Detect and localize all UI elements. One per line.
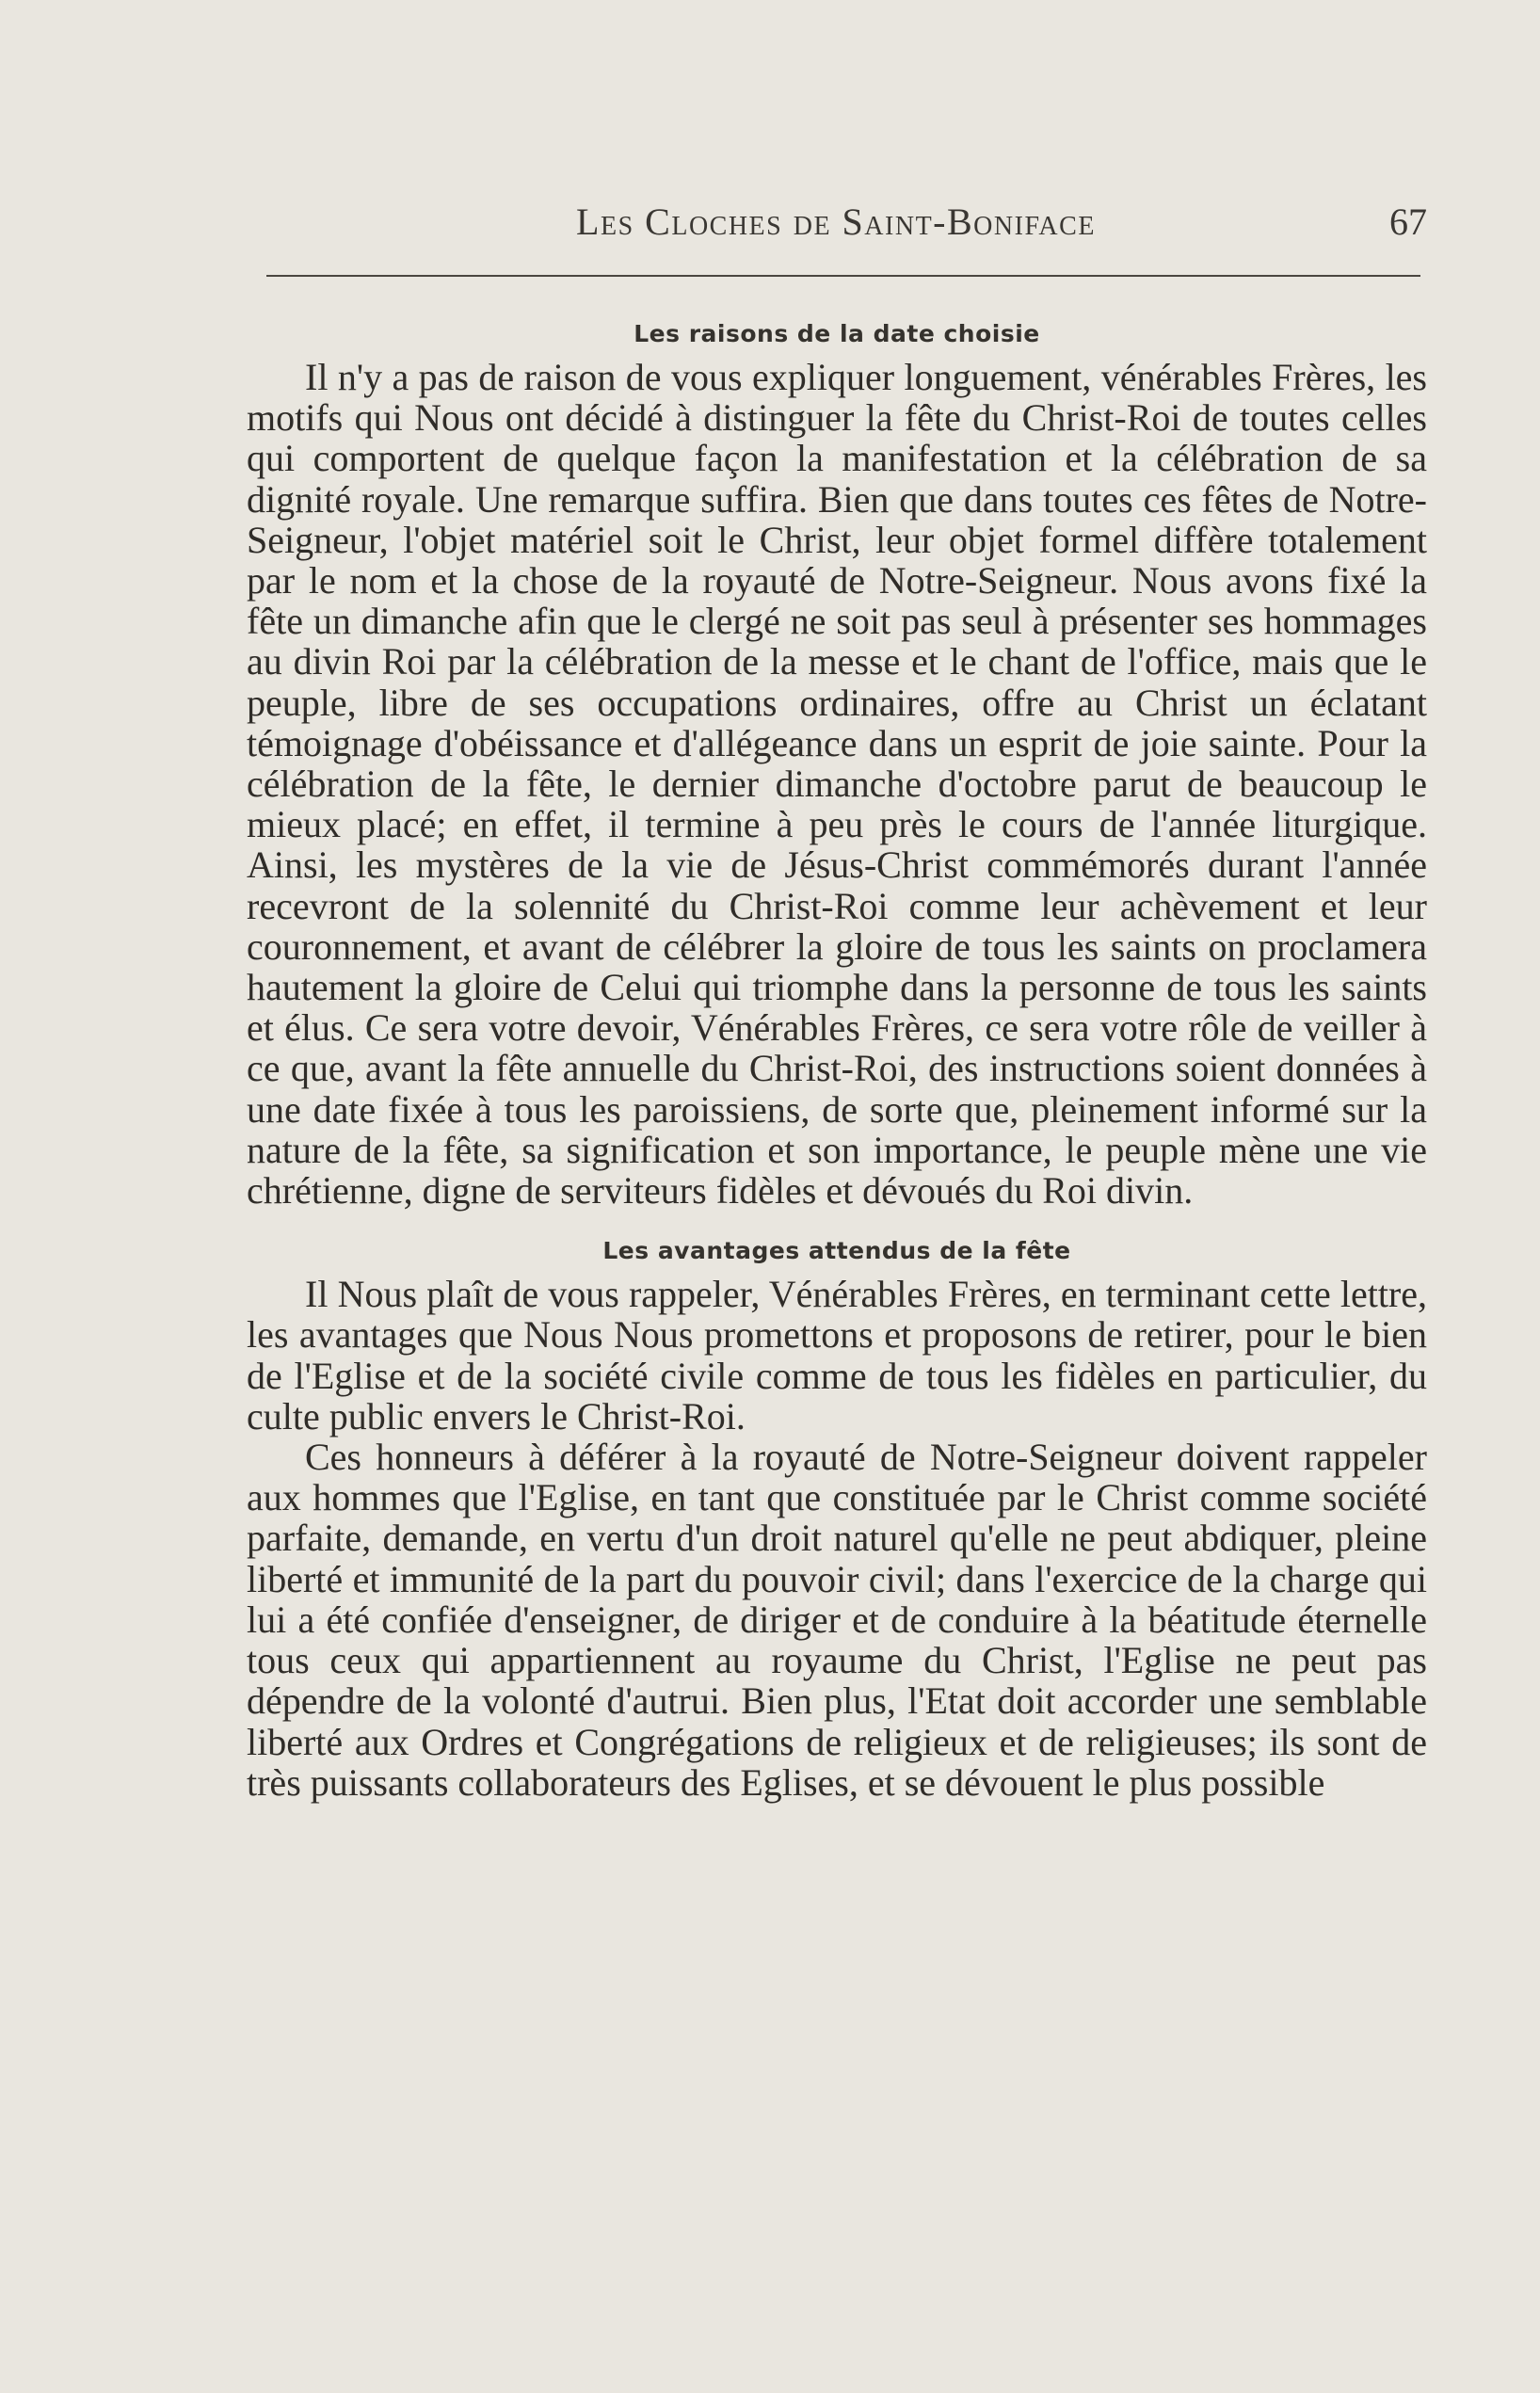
paragraph: Il Nous plaît de vous rappeler, Vénérables Frères, en terminant cette lettre, les avantages que Nous Nous promettons et proposons de retirer, pour le bien de l'Eglise et de la société civile comme de tous les fidèles en particulier, du culte public envers le Christ-Roi. <box>247 1273 1427 1437</box>
running-title: Les Cloches de Saint-Boniface <box>576 201 1096 243</box>
paragraph: Il n'y a pas de raison de vous expliquer longuement, vénérables Frères, les motifs qui Nous ont décidé à distinguer la fête du Christ-Roi de toutes celles qui comportent de quelque façon la manifestation et la célébration de sa dignité royale. Une remarque suffira. Bien que dans toutes ces fêtes de Notre-Seigneur, l'objet matériel soit le Christ, leur objet formel diffère totalement par le nom et la chose de la royauté de Notre-Seigneur. Nous avons fixé la fête un dimanche afin que le clergé ne soit pas seul à présenter ses hommages au divin Roi par la célébration de la messe et le chant de l'office, mais que le peuple, libre de ses occupations ordinaires, offre au Christ un éclatant témoignage d'obéissance et d'allégeance dans un esprit de joie sainte. Pour la célébration de la fête, le dernier dimanche d'octobre parut de beaucoup le mieux placé; en effet, il termine à peu près le cours de l'année liturgique. Ainsi, les mystères de la vie de Jésus-Christ commémorés durant l'année recevront de la solennité du Christ-Roi comme leur achèvement et leur couronnement, et avant de célébrer la gloire de tous les saints on proclamera hautement la gloire de Celui qui triomphe dans la personne de tous les saints et élus. Ce sera votre devoir, Vénérables Frères, ce sera votre rôle de veiller à ce que, avant la fête annuelle du Christ-Roi, des instructions soient données à une date fixée à tous les paroissiens, de sorte que, pleinement informé sur la nature de la fête, sa signification et son importance, le peuple mène une vie chrétienne, digne de serviteurs fidèles et dévoués du Roi divin. <box>247 356 1427 1213</box>
running-head <box>245 200 1427 256</box>
paragraph: Ces honneurs à déférer à la royauté de Notre-Seigneur doivent rappeler aux hommes que l'Eglise, en tant que constituée par le Christ comme société parfaite, demande, en vertu d'un droit naturel qu'elle ne peut abdiquer, pleine liberté et immunité de la part du pouvoir civil; dans l'exercice de la charge qui lui a été confiée d'enseigner, de diriger et de conduire à la béatitude éternelle tous ceux qui appartiennent au royaume du Christ, l'Eglise ne peut pas dépendre de la volonté d'autrui. Bien plus, l'Etat doit accorder une semblable liberté aux Ordres et Congrégations de religieux et de religieuses; ils sont de très puissants collaborateurs des Eglises, et se dévouent le plus possible <box>247 1436 1427 1804</box>
header-rule <box>266 275 1420 277</box>
section-heading-date: Les raisons de la date choisie <box>634 320 1040 347</box>
page-number: 67 <box>1389 201 1427 243</box>
text-block <box>247 320 1427 1803</box>
section-heading-advantages: Les avantages attendus de la fête <box>602 1237 1071 1265</box>
